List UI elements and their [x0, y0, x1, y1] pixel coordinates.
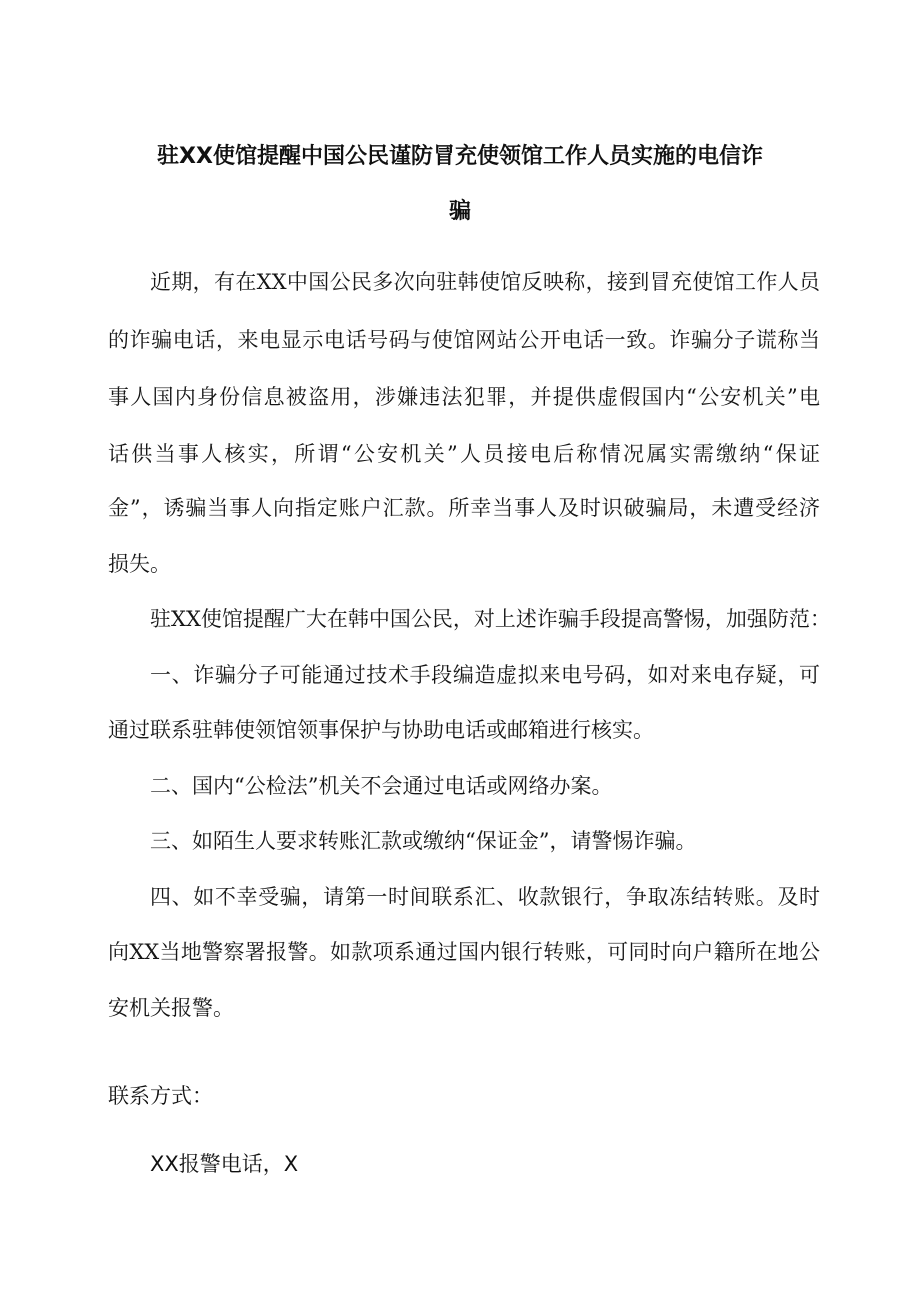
- item-2-line-1: 二、国内“公检法”机关不会通过电话或网络办案。: [150, 774, 613, 798]
- document-title-line-1: 驻XX使馆提醒中国公民谨防冒充使领馆工作人员实施的电信诈: [157, 144, 763, 169]
- item-4-line-3: 安机关报警。: [108, 996, 234, 1020]
- paragraph-1-line-4: 话供当事人核实，所谓“公安机关”人员接电后称情况属实需缴纳“保证: [108, 442, 820, 466]
- paragraph-1-line-5: 金”，诱骗当事人向指定账户汇款。所幸当事人及时识破骗局，未遭受经济: [108, 496, 820, 520]
- item-1-line-2: 通过联系驻韩使领馆领事保护与协助电话或邮箱进行核实。: [108, 718, 654, 742]
- paragraph-1-line-3: 事人国内身份信息被盗用，涉嫌违法犯罪，并提供虚假国内“公安机关”电: [108, 385, 820, 409]
- contact-police-phone: XX报警电话，X: [150, 1152, 299, 1176]
- paragraph-1-line-1: 近期，有在XX中国公民多次向驻韩使馆反映称，接到冒充使馆工作人员: [150, 270, 820, 294]
- paragraph-1-line-2: 的诈骗电话，来电显示电话号码与使馆网站公开电话一致。诈骗分子谎称当: [108, 328, 820, 352]
- document-title-line-2: 骗: [448, 199, 471, 224]
- item-1-line-1: 一、诈骗分子可能通过技术手段编造虚拟来电号码，如对来电存疑，可: [150, 663, 820, 687]
- item-4-line-2: 向XX当地警察署报警。如款项系通过国内银行转账，可同时向户籍所在地公: [108, 940, 820, 964]
- paragraph-2-line-1: 驻XX使馆提醒广大在韩中国公民，对上述诈骗手段提高警惕，加强防范：: [150, 607, 831, 631]
- paragraph-1-line-6: 损失。: [108, 552, 171, 576]
- item-3-line-1: 三、如陌生人要求转账汇款或缴纳“保证金”，请警惕诈骗。: [150, 829, 697, 853]
- contact-heading: 联系方式：: [108, 1084, 213, 1108]
- item-4-line-1: 四、如不幸受骗，请第一时间联系汇、收款银行，争取冻结转账。及时: [150, 885, 820, 909]
